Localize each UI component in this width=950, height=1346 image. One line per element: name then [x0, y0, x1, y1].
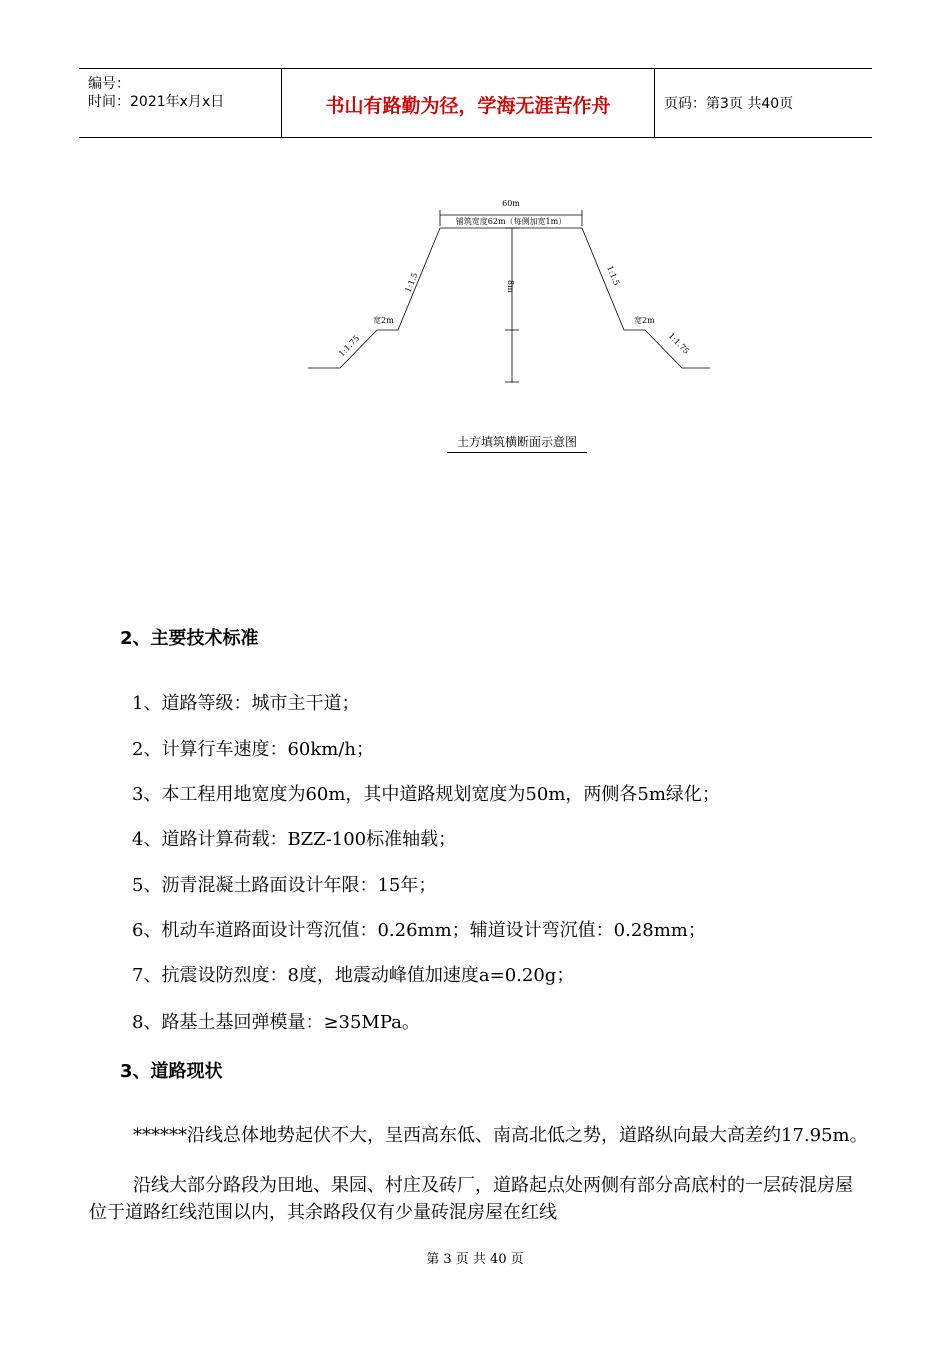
status-paragraph-1	[89, 1122, 869, 1149]
header-page-label: 页码：第3页 共40页	[664, 96, 794, 112]
header-meta-cell	[79, 69, 282, 137]
standard-item: 5、沥青混凝土路面设计年限：15年；	[132, 875, 437, 896]
standard-item: 4、道路计算荷载：BZZ-100标准轴载；	[132, 829, 457, 850]
slope-lower-left-label: 1:1.75	[336, 333, 362, 359]
status-paragraph-1-text: ******沿线总体地势起伏不大，呈西高东低、南高北低之势，道路纵向最大高差约17.95m。	[133, 1125, 868, 1146]
slope-upper-left-label: 1:1.5	[403, 271, 420, 294]
status-paragraph-2	[89, 1172, 869, 1226]
berm-right-label: 宽2m	[634, 316, 655, 325]
standard-item: 2、计算行车速度：60km/h；	[132, 739, 374, 760]
page-footer: 第 3 页 共 40 页	[426, 1252, 524, 1267]
embankment-cross-section-diagram	[300, 190, 720, 390]
section-3-title: 3、道路现状	[120, 1061, 223, 1082]
berm-left-label: 宽2m	[373, 316, 394, 325]
status-paragraph-2-text: 沿线大部分路段为田地、果园、村庄及砖厂，道路起点处两侧有部分高底村的一层砖混房屋位于道路红线范围以内，其余路段仅有少量砖混房屋在红线	[89, 1175, 853, 1223]
standard-item: 7、抗震设防烈度：8度，地震动峰值加速度a=0.20g；	[132, 965, 575, 986]
height-label: 8m	[506, 280, 515, 293]
standard-item: 3、本工程用地宽度为60m，其中道路规划宽度为50m，两侧各5m绿化；	[132, 784, 720, 805]
header-motto-cell	[282, 69, 655, 137]
slope-lower-right-label: 1:1.75	[666, 331, 691, 356]
standard-item: 8、路基土基回弹模量：≥35MPa。	[132, 1012, 420, 1033]
embankment-profile	[308, 228, 710, 368]
doc-time-label: 时间：2021年x月x日	[88, 94, 225, 110]
page-header	[79, 68, 872, 138]
top-width-label: 60m	[502, 199, 520, 208]
standard-item: 6、机动车道路面设计弯沉值：0.26mm；辅道设计弯沉值：0.28mm；	[132, 920, 706, 941]
doc-number-label: 编号：	[88, 76, 130, 92]
slope-upper-right-label: 1:1.5	[605, 264, 622, 287]
section-2-title: 2、主要技术标准	[120, 628, 259, 649]
paving-width-label: 铺筑宽度62m（每侧加宽1m）	[455, 217, 567, 226]
diagram-caption: 土方填筑横断面示意图	[447, 433, 587, 453]
standard-item: 1、道路等级：城市主干道；	[132, 693, 360, 714]
header-motto: 书山有路勤为径，学海无涯苦作舟	[325, 95, 611, 117]
